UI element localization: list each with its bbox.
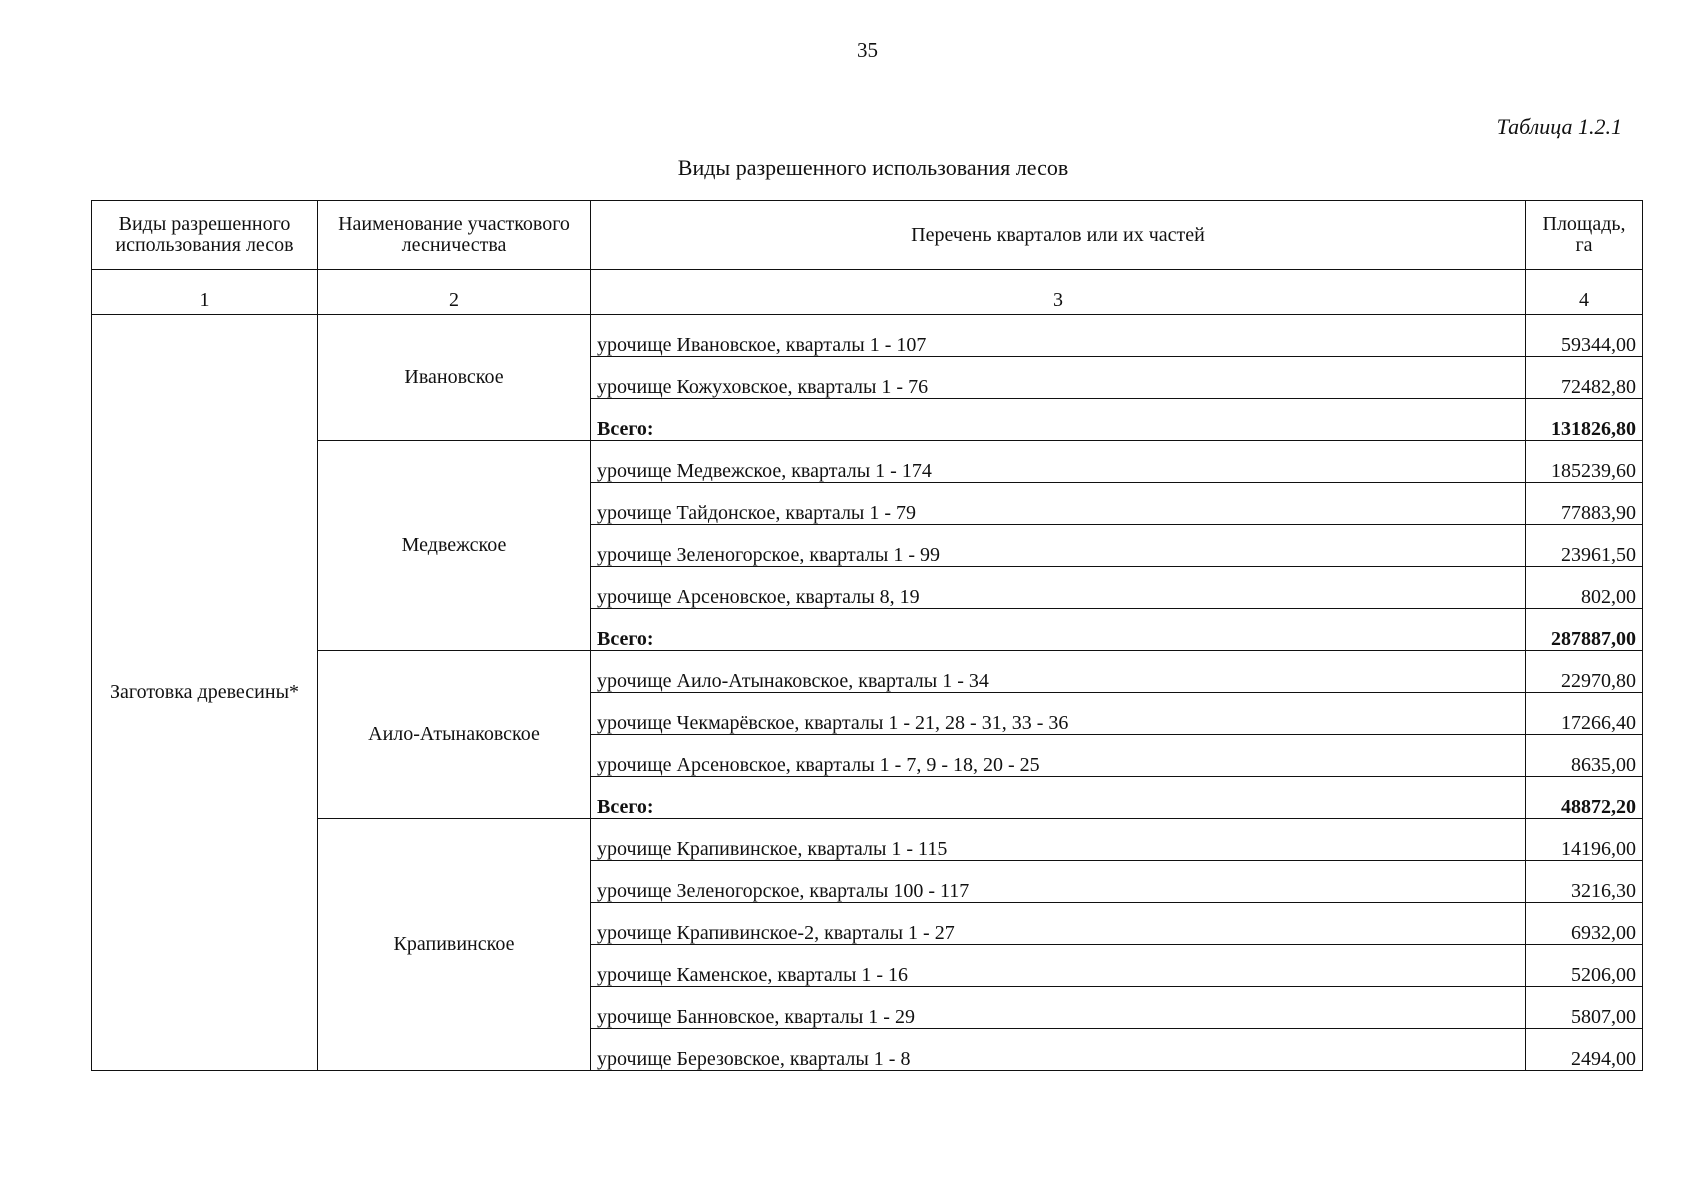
quarters-cell: урочище Арсеновское, кварталы 8, 19 [591,567,1526,609]
area-cell: 59344,00 [1526,315,1643,357]
total-label-cell: Всего: [591,399,1526,441]
area-cell: 14196,00 [1526,819,1643,861]
area-cell: 5807,00 [1526,987,1643,1029]
area-cell: 6932,00 [1526,903,1643,945]
area-cell: 8635,00 [1526,735,1643,777]
district-cell: Крапивинское [318,819,591,1071]
table-row [92,315,1643,357]
quarters-cell: урочище Зеленогорское, кварталы 1 - 99 [591,525,1526,567]
column-number: 4 [1526,270,1643,315]
column-number: 3 [591,270,1526,315]
area-cell: 2494,00 [1526,1029,1643,1071]
table-row [92,441,1643,483]
table-row [92,819,1643,861]
header-area: Площадь, га [1526,201,1643,270]
table-title: Виды разрешенного использования лесов [677,155,1069,180]
table-body [92,201,1643,1071]
area-cell: 3216,30 [1526,861,1643,903]
area-cell: 185239,60 [1526,441,1643,483]
total-area-cell: 48872,20 [1526,777,1643,819]
area-cell: 77883,90 [1526,483,1643,525]
total-label-cell: Всего: [591,609,1526,651]
area-cell: 5206,00 [1526,945,1643,987]
area-cell: 22970,80 [1526,651,1643,693]
quarters-cell: урочище Арсеновское, кварталы 1 - 7, 9 - 18, 20 - 25 [591,735,1526,777]
area-cell: 72482,80 [1526,357,1643,399]
column-number-row [92,270,1643,315]
quarters-cell: урочище Ивановское, кварталы 1 - 107 [591,315,1526,357]
quarters-cell: урочище Чекмарёвское, кварталы 1 - 21, 28 - 31, 33 - 36 [591,693,1526,735]
district-cell: Медвежское [318,441,591,651]
quarters-cell: урочище Зеленогорское, кварталы 100 - 117 [591,861,1526,903]
district-cell: Ивановское [318,315,591,441]
district-cell: Аило-Атынаковское [318,651,591,819]
header-district: Наименование участкового лесничества [318,201,591,270]
quarters-cell: урочище Аило-Атынаковское, кварталы 1 - 34 [591,651,1526,693]
quarters-cell: урочище Кожуховское, кварталы 1 - 76 [591,357,1526,399]
area-cell: 802,00 [1526,567,1643,609]
column-number: 1 [92,270,318,315]
header-usage-type: Виды разрешенного использования лесов [92,201,318,270]
table-caption: Таблица 1.2.1 [1496,114,1622,139]
forest-usage-table [91,200,1643,1071]
area-cell: 23961,50 [1526,525,1643,567]
column-number: 2 [318,270,591,315]
quarters-cell: урочище Банновское, кварталы 1 - 29 [591,987,1526,1029]
header-row [92,201,1643,270]
page-number: 35 [857,38,878,62]
quarters-cell: урочище Березовское, кварталы 1 - 8 [591,1029,1526,1071]
total-area-cell: 131826,80 [1526,399,1643,441]
quarters-cell: урочище Крапивинское, кварталы 1 - 115 [591,819,1526,861]
total-area-cell: 287887,00 [1526,609,1643,651]
total-label-cell: Всего: [591,777,1526,819]
quarters-cell: урочище Каменское, кварталы 1 - 16 [591,945,1526,987]
quarters-cell: урочище Крапивинское-2, кварталы 1 - 27 [591,903,1526,945]
quarters-cell: урочище Медвежское, кварталы 1 - 174 [591,441,1526,483]
usage-type-cell: Заготовка древесины* [92,315,318,1071]
area-cell: 17266,40 [1526,693,1643,735]
header-quarters: Перечень кварталов или их частей [591,201,1526,270]
quarters-cell: урочище Тайдонское, кварталы 1 - 79 [591,483,1526,525]
table-row [92,651,1643,693]
